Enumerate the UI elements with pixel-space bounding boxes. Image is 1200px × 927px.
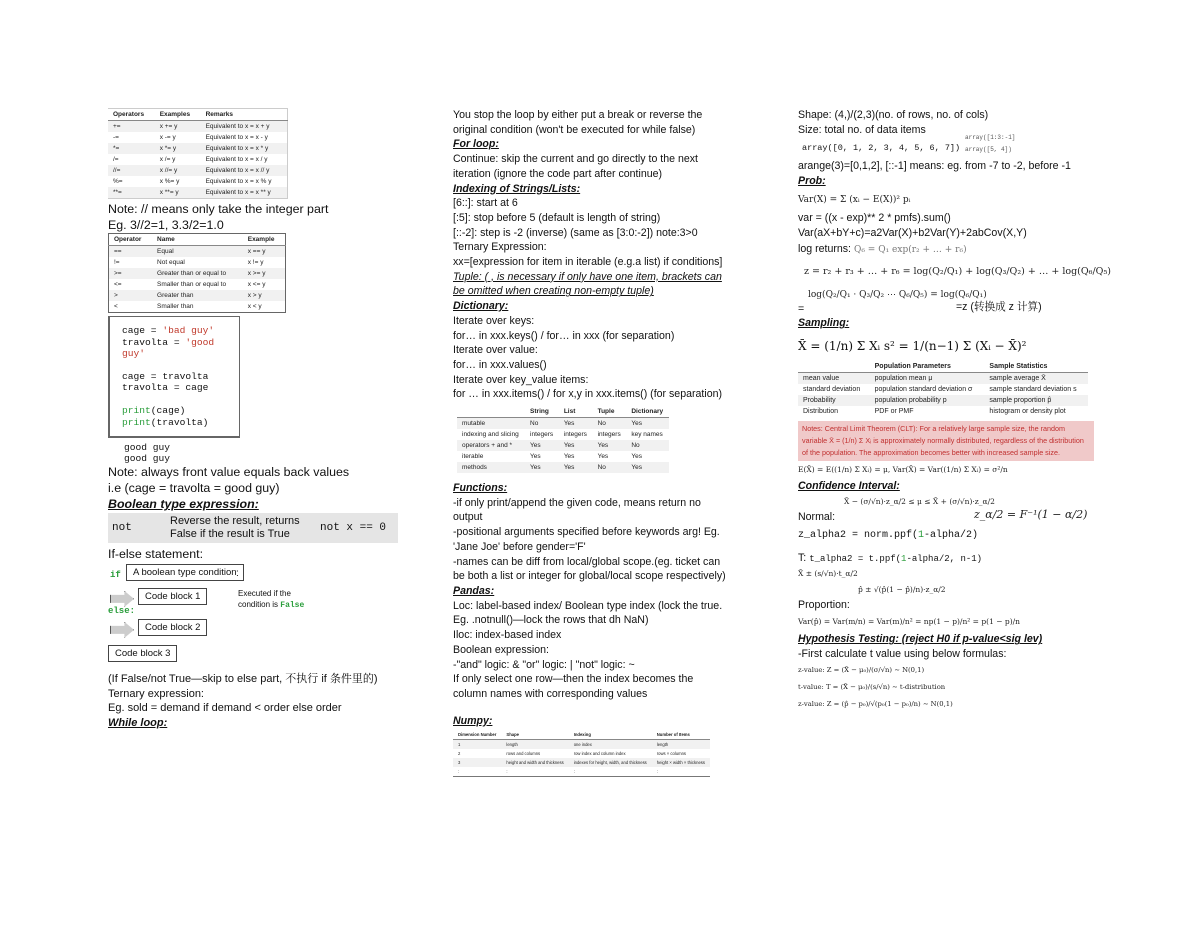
note-front-value: Note: always front value equals back values [108,465,350,480]
table-row [457,451,669,462]
table-row [108,132,288,143]
table-cell: sample average X̄ [984,372,1088,384]
table-cell: indexes for height, width, and thickness [569,758,652,767]
table-cell: 1 [453,740,501,750]
note-line: -if only print/append the given code, means return no [453,496,701,509]
table-cell: Yes [593,440,627,451]
boolean-type-header: Boolean type expression: [108,497,259,512]
table-cell: Smaller than or equal to [157,281,227,289]
note-line: Iloc: index-based index [453,629,562,642]
note-line: Tuple: ( , is necessary if only have one item, brackets can [453,270,722,283]
table-cell: one index [569,740,652,750]
note-line: xx=[expression for item in iterable (e.g.a list) if conditions] [453,256,723,269]
table-cell: integers [563,431,587,439]
t-interval-formula: X̄ ± (s/√n)·t_α/2 [798,568,858,578]
note-line: iteration (ignore the code part after continue) [453,167,663,180]
table-cell: Equivalent to x = x / y [205,156,268,163]
note-line: For loop: [453,138,499,151]
table-header-cell [798,361,870,373]
table-row [109,301,286,313]
table-row [108,187,288,199]
table-header-cell: Operators [108,109,155,121]
table-cell: indexing and slicing [462,431,519,439]
note-line: Pandas: [453,584,495,597]
table-cell: x >= y [243,268,286,279]
note-line: [6::]: start at 6 [453,197,518,210]
array-examples: array([0, 1, 2, 3, 4, 5, 6, 7]) array([1:3:-1] array([5, 4]) [802,134,1016,154]
table-row [457,462,669,473]
table-cell: No [525,418,559,430]
table-row [109,279,286,290]
note-line: be omitted when creating non-empty tuple) [453,285,654,298]
table-cell: x **= y [155,187,201,199]
note-line: Eg. .notnull()—lock the rows that dh NaN) [453,614,649,627]
table-header-cell: String [525,406,559,418]
note-line: Ternary Expression: [453,241,547,254]
table-cell: 3 [453,758,501,767]
table-cell: Not equal [157,259,185,267]
note-line: be both a list or integer for global/local scope respectively) [453,570,726,583]
functions-pandas-notes [453,481,753,702]
table-row [798,372,1088,384]
note-line: Iterate over keys: [453,314,535,327]
table-cell: No [593,418,627,430]
arange-note: arange(3)=[0,1,2], [::-1] means: eg. from -7 to -2, before -1 [798,160,1071,173]
population-sample-table [798,361,1088,417]
table-cell: row index and column index [573,751,626,757]
while-loop-header: While loop: [108,716,168,729]
first-calculate-note: -First calculate t value using below formulas: [798,648,1007,661]
table-cell: *= [108,143,155,154]
arrow-icon [110,591,134,607]
table-cell: Yes [530,453,541,461]
table-cell: x == y [243,246,286,258]
table-cell: Yes [559,462,593,473]
table-cell: //= [108,165,155,176]
proportion-interval-formula: p̂ ± √(p̂(1 − p̂)/n)·z_α/2 [858,584,946,594]
t-value-formula: t-value: T = (X̄ − μ₀)/(s/√n) ∼ t-distribution [798,682,946,691]
table-row [109,257,286,268]
log-returns: log returns: Q₆ = Q₁ exp(r₂ + … + r₆) [798,243,967,256]
table-header-cell: Name [152,234,243,246]
table-row [108,176,288,187]
note-integer-division: Note: // means only take the integer part [108,202,329,216]
note-line: -"and" logic: & "or" logic: | "not" logic: ~ [453,658,635,671]
table-cell: integers [530,431,554,439]
ie-note: i.e (cage = travolta = good guy) [108,481,280,496]
table-cell: x /= y [159,156,176,163]
table-cell: Equivalent to x = x % y [205,178,272,185]
clt-note: Notes: Central Limit Theorem (CLT): For a relatively large sample size, the random variable X̄ = (1/n) Σ Xᵢ is approximately normally distributed, regardless of the distribution of the population. The approximation becomes better with increased sample size. [798,421,1094,461]
table-cell: population standard deviation σ [874,385,973,393]
table-cell: : [573,769,575,775]
table-row [457,418,669,430]
table-row [798,384,1088,395]
table-cell: Yes [626,418,669,430]
table-header-cell: Dimension Number [453,730,501,740]
var-calc: var = ((x - exp)** 2 * pmfs).sum() [798,211,951,224]
proportion-variance-formula: Var(p̂) = Var(m/n) = Var(m)/n² = np(1 − p)/n² = p(1 − p)/n [798,617,1020,627]
table-row [108,121,288,133]
loops-dict-notes [453,108,753,402]
table-cell: Greater than [152,290,243,301]
table-cell: histogram or density plot [989,407,1066,415]
table-cell: population mean μ [870,372,985,384]
table-row [109,290,286,301]
column-2 [453,108,753,777]
note-line: Iterate over key_value items: [453,373,589,386]
table-cell: No [593,462,627,473]
table-header-cell: Indexing [569,730,652,740]
table-cell: %= [113,178,123,185]
table-cell: x //= y [155,165,201,176]
table-header-cell: List [559,406,593,418]
table-cell: > [109,290,153,301]
table-cell: Yes [525,462,559,473]
table-row [108,154,288,165]
variance-formula: Var(X) = Σ (xᵢ − E(X))² pᵢ [798,194,911,205]
z-alpha-code: z_alpha2 = norm.ppf(1-alpha/2) [798,529,979,541]
note-line: Continue: skip the current and go directly to the next [453,153,698,166]
var-linear: Var(aX+bY+c)=a2Var(X)+b2Var(Y)+2abCov(X,Y) [798,226,1027,239]
clt-formula: E(X̄) = E((1/n) Σ Xᵢ) = μ, Var(X̄) = Var((1/n) Σ Xᵢ) = σ²/n [798,464,1008,474]
table-cell: Equivalent to x = x + y [201,121,288,133]
arrow-icon [110,622,134,638]
table-header-cell: Tuple [593,406,627,418]
table-cell: mean value [798,372,870,384]
table-cell: Distribution [803,407,839,415]
table-cell: mutable [457,418,525,430]
table-cell: iterable [462,453,484,461]
prob-header: Prob: [798,175,826,188]
table-header-cell: Sample Statistics [984,361,1088,373]
table-cell: Yes [525,440,559,451]
table-cell: < [114,303,118,311]
table-cell: Probability [798,395,870,406]
table-row [453,758,710,767]
table-cell: rows × columns [656,751,686,757]
table-cell: : [506,769,508,775]
type-comparison-table [457,406,669,473]
note-line: for… in xxx.keys() / for… in xxx (for separation) [453,329,675,342]
note-line: Boolean expression: [453,643,549,656]
z-value-proportion-formula: z-value: Z = (p̂ − p₀)/√(p₀(1 − p₀)/n) ∼ N(0,1) [798,699,953,708]
note-line: original condition (won't be executed for while false) [453,123,696,136]
note-line: Functions: [453,482,508,495]
table-row [457,440,669,451]
if-else-label: If-else statement: [108,546,204,561]
table-header-cell: Remarks [201,109,288,121]
table-cell: Equivalent to x = x // y [201,165,288,176]
note-line: Iterate over value: [453,344,538,357]
table-cell: methods [457,462,525,473]
note-line: for… in xxx.values() [453,358,547,371]
table-cell: += [108,121,155,133]
table-cell: population probability p [870,395,985,406]
table-cell: height and width and thickness [501,758,568,767]
not-operator-box: not Reverse the result, returns False if the result is True not x == 0 [108,513,398,543]
table-row [108,143,288,154]
table-header-cell [457,406,525,418]
table-cell: integers [597,431,621,439]
table-cell: Greater than or equal to [152,268,243,279]
numpy-table [453,730,710,777]
table-cell: x > y [243,290,286,301]
column-3 [798,108,1111,713]
table-cell: height × width × thickness [652,758,710,767]
table-cell: Equivalent to x = x ** y [201,187,288,199]
table-row [109,246,286,258]
normal-ci-row: Normal: X̄ − (σ/√n)·z_α/2 ≤ μ ≤ X̄ + (σ/√n)·z_α/2 z_α/2 = F⁻¹(1 − α/2) [798,496,1088,523]
column-1 [108,108,408,731]
sampling-formula: X̄ = (1/n) Σ Xᵢ s² = 1/(n−1) Σ (Xᵢ − X̄)² [798,338,1027,353]
note-line: [:5]: stop before 5 (default is length of string) [453,211,661,224]
table-header-cell: Operator [109,234,153,246]
table-cell: x += y [155,121,201,133]
numpy-header: Numpy: [453,714,493,727]
table-cell: 2 [458,751,461,757]
table-cell: **= [108,187,155,199]
table-cell: : [656,769,658,775]
t-code-row: T: t_alpha2 = t.ppf(1-alpha/2, n-1) [798,551,983,564]
table-cell: : [458,769,460,775]
table-cell: Smaller than [157,303,194,311]
note-line: for … in xxx.items() / for x,y in xxx.items() (for separation) [453,388,723,401]
table-cell: x *= y [155,143,201,154]
integer-division-example: Eg. 3//2=1, 3.3/2=1.0 [108,218,224,233]
table-cell: Yes [559,418,593,430]
table-cell: operators + and * [457,440,525,451]
if-false-note: (If False/not True—skip to else part, 不执行 if 条件里的) [108,672,378,685]
table-cell: == [109,246,153,258]
table-cell: key names [631,431,663,439]
code-output: good guy good guy [124,442,171,465]
hypothesis-testing-header: Hypothesis Testing: (reject H0 if p-value<sig lev) [798,633,1043,646]
table-header-cell: Example [243,234,286,246]
table-cell: standard deviation [803,385,861,393]
table-cell: Equal [152,246,243,258]
table-row [453,740,710,750]
table-header-cell: Examples [155,109,201,121]
note-line: [::-2]: step is -2 (inverse) (same as [3:0:-2]) note:3>0 [453,226,698,239]
table-cell: Yes [597,453,609,461]
table-cell: No [626,440,669,451]
ternary-label: Ternary expression: [108,687,204,700]
table-cell: rows and columns [506,751,541,757]
note-line: -names can be diff from local/global scope.(eg. ticket can [453,555,721,568]
table-cell: x < y [247,303,262,311]
table-cell: PDF or PMF [874,407,914,415]
table-cell: Yes [559,440,593,451]
table-row [798,406,1088,417]
assignment-operators-table [108,108,288,199]
table-row [798,395,1088,406]
table-cell: length [501,740,568,750]
note-line: Loc: label-based index/ Boolean type index (lock the true. [453,599,723,612]
table-cell: Yes [626,462,669,473]
confidence-interval-header: Confidence Interval: [798,479,900,492]
proportion-label: Proportion: [798,598,850,611]
note-line: You stop the loop by either put a break or reverse the [453,109,703,121]
table-cell: x <= y [247,281,266,289]
table-row [108,165,288,176]
table-cell: >= [109,268,153,279]
table-cell: sample proportion p̂ [984,395,1088,406]
table-cell: Equivalent to x = x * y [201,143,288,154]
table-cell: x %= y [159,178,180,185]
table-header-cell: Population Parameters [870,361,985,373]
code-snippet: cage = 'bad guy' travolta = 'good guy' cage = travolta travolta = cage print(cage) print(travolta) [108,316,240,438]
z-value-formula: z-value: Z = (X̄ − μ₀)/(σ/√n) ∼ N(0,1) [798,665,925,674]
table-cell: -= [113,134,119,141]
table-cell: != [114,259,120,267]
table-cell: Yes [563,453,575,461]
shape-note: Shape: (4,)/(2,3)(no. of rows, no. of cols) [798,109,989,121]
table-cell: /= [113,156,119,163]
note-line: output [453,511,483,524]
note-line: column names with corresponding values [453,687,648,700]
note-line: Dictionary: [453,300,509,313]
log-sum-formula: z = r₂ + r₃ + … + r₆ = log(Q₂/Q₁) + log(Q₃/Q₂) + … + log(Q₆/Q₅) [804,266,1111,278]
table-cell: Equivalent to x = x - y [205,134,268,141]
table-row [109,268,286,279]
table-cell: sample standard deviation s [989,385,1077,393]
note-line: -positional arguments specified before keywords arg! Eg. [453,526,720,539]
table-row [453,749,710,758]
ternary-example: Eg. sold = demand if demand < order else order [108,702,342,715]
if-else-diagram: if A boolean type condition : Code block 1 Executed if the condition is False else: Code block 2 Code block 3 [108,564,408,672]
table-row [453,767,710,777]
note-line: 'Jane Joe' before gender='F' [453,540,586,553]
table-row [457,429,669,440]
note-line: If only select one row—then the index becomes the [453,673,694,686]
table-header-cell: Shape [501,730,568,740]
table-cell: Yes [631,453,642,461]
note-line: Indexing of Strings/Lists: [453,182,581,195]
table-cell: x -= y [159,134,176,141]
table-cell: length [652,740,710,750]
table-header-cell: Dictionary [626,406,669,418]
table-cell: x != y [247,259,264,267]
size-note: Size: total no. of data items [798,123,926,136]
table-header-cell: Number of Items [652,730,710,740]
sampling-header: Sampling: [798,317,850,330]
log-product-row: log(Q₂/Q₁ · Q₃/Q₂ ⋯ Q₆/Q₅) = log(Q₆/Q₁) = =z (转换成 z 计算) [798,290,1042,316]
comparison-operators-table [108,233,286,313]
table-cell: <= [114,281,122,289]
